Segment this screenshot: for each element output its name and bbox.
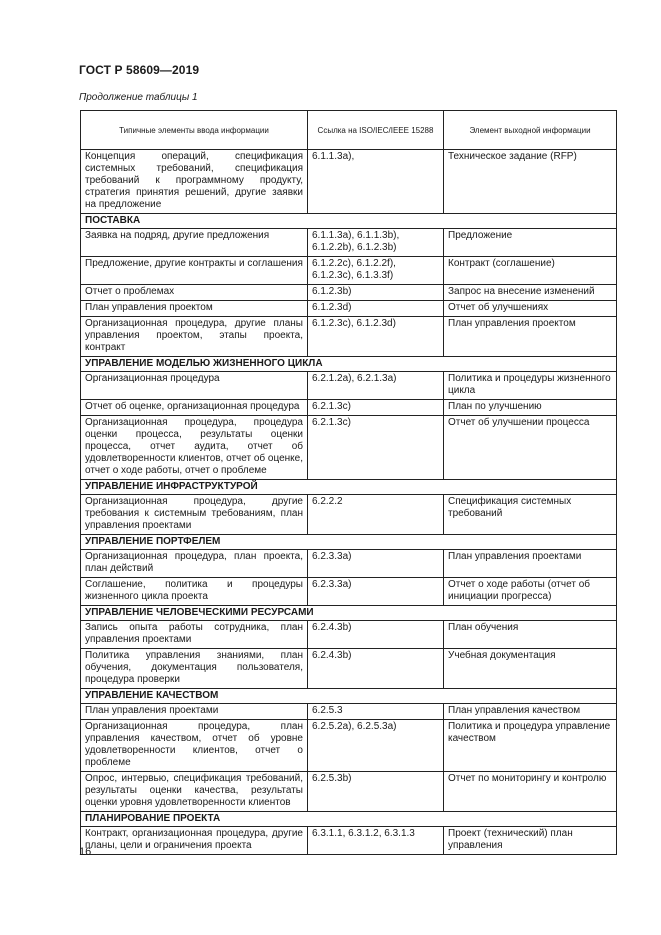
output-cell: Отчет о ходе работы (отчет об инициации прогресса): [444, 578, 617, 606]
table-row: [81, 229, 617, 257]
section-row: [81, 535, 617, 550]
table-row: [81, 827, 617, 855]
output-cell: План по улучшению: [444, 400, 617, 416]
reference-cell: 6.2.3.3a): [308, 578, 444, 606]
section-title: УПРАВЛЕНИЕ КАЧЕСТВОМ: [81, 689, 617, 704]
input-cell: План управления проектами: [81, 704, 308, 720]
output-cell: Политика и процедура управление качеством: [444, 720, 617, 772]
output-cell: План обучения: [444, 621, 617, 649]
page-number: 16: [79, 846, 92, 858]
output-cell: Техническое задание (RFP): [444, 150, 617, 214]
output-cell: Спецификация системных требований: [444, 495, 617, 535]
table-row: [81, 649, 617, 689]
table-row: [81, 285, 617, 301]
output-cell: Запрос на внесение изменений: [444, 285, 617, 301]
input-cell: Организационная процедура, план проекта, план действий: [81, 550, 308, 578]
table-row: [81, 495, 617, 535]
reference-cell: 6.2.4.3b): [308, 621, 444, 649]
reference-cell: 6.3.1.1, 6.3.1.2, 6.3.1.3: [308, 827, 444, 855]
section-row: [81, 214, 617, 229]
section-row: [81, 812, 617, 827]
input-cell: Организационная процедура, процедура оценки процесса, результаты оценки процесса, отчет аудита, отчет об удовлетворенности клиентов, отчет об оценке, отчет о ходе работы, отчет о проблеме: [81, 416, 308, 480]
table-body: [81, 150, 617, 855]
reference-cell: 6.2.5.3: [308, 704, 444, 720]
input-cell: Организационная процедура: [81, 372, 308, 400]
reference-cell: 6.2.1.3c): [308, 416, 444, 480]
output-cell: Отчет об улучшении процесса: [444, 416, 617, 480]
output-cell: Контракт (соглашение): [444, 257, 617, 285]
output-cell: Учебная документация: [444, 649, 617, 689]
reference-cell: 6.2.2.2: [308, 495, 444, 535]
table-row: [81, 621, 617, 649]
reference-cell: 6.1.2.3d): [308, 301, 444, 317]
table-row: [81, 257, 617, 285]
input-cell: Опрос, интервью, спецификация требований, результаты оценки качества, результаты оценки уровня удовлетворенности клиентов: [81, 772, 308, 812]
table-row: [81, 150, 617, 214]
section-title: УПРАВЛЕНИЕ ПОРТФЕЛЕМ: [81, 535, 617, 550]
table-row: [81, 578, 617, 606]
input-cell: Организационная процедура, другие планы управления проектом, этапы проекта, контракт: [81, 317, 308, 357]
input-cell: Заявка на подряд, другие предложения: [81, 229, 308, 257]
output-cell: Отчет об улучшениях: [444, 301, 617, 317]
input-cell: План управления проектом: [81, 301, 308, 317]
column-header-reference: Ссылка на ISO/IEC/IEEE 15288: [308, 111, 444, 150]
reference-cell: 6.1.2.2c), 6.1.2.2f), 6.1.2.3c), 6.1.3.3f): [308, 257, 444, 285]
reference-cell: 6.2.5.2a), 6.2.5.3a): [308, 720, 444, 772]
table-caption: Продолжение таблицы 1: [79, 92, 198, 103]
output-cell: План управления проектами: [444, 550, 617, 578]
reference-cell: 6.1.1.3a), 6.1.1.3b), 6.1.2.2b), 6.1.2.3b): [308, 229, 444, 257]
section-row: [81, 606, 617, 621]
input-cell: Контракт, организационная процедура, другие планы, цели и ограничения проекта: [81, 827, 308, 855]
input-cell: Организационная процедура, другие требования к системным требованиям, план управления проектами: [81, 495, 308, 535]
section-row: [81, 689, 617, 704]
input-cell: Отчет об оценке, организационная процедура: [81, 400, 308, 416]
table-row: [81, 317, 617, 357]
input-cell: Концепция операций, спецификация системных требований, спецификация требований к программному продукту, стратегия принятия решений, другие заявки на предложение: [81, 150, 308, 214]
reference-cell: 6.2.1.3c): [308, 400, 444, 416]
input-cell: Отчет о проблемах: [81, 285, 308, 301]
reference-cell: 6.1.2.3b): [308, 285, 444, 301]
input-cell: Запись опыта работы сотрудника, план управления проектами: [81, 621, 308, 649]
table-row: [81, 301, 617, 317]
section-row: [81, 357, 617, 372]
output-cell: Политика и процедуры жизненного цикла: [444, 372, 617, 400]
section-title: ПОСТАВКА: [81, 214, 617, 229]
output-cell: План управления качеством: [444, 704, 617, 720]
column-header-input: Типичные элементы ввода информации: [81, 111, 308, 150]
input-cell: Организационная процедура, план управления качеством, отчет об уровне удовлетворенности клиентов, отчет о проблеме: [81, 720, 308, 772]
reference-cell: 6.2.3.3a): [308, 550, 444, 578]
input-cell: Соглашение, политика и процедуры жизненного цикла проекта: [81, 578, 308, 606]
section-title: УПРАВЛЕНИЕ ЧЕЛОВЕЧЕСКИМИ РЕСУРСАМИ: [81, 606, 617, 621]
table-row: [81, 416, 617, 480]
reference-cell: 6.1.1.3a),: [308, 150, 444, 214]
output-cell: Проект (технический) план управления: [444, 827, 617, 855]
reference-cell: 6.2.4.3b): [308, 649, 444, 689]
section-title: УПРАВЛЕНИЕ ИНФРАСТРУКТУРОЙ: [81, 480, 617, 495]
reference-cell: 6.2.5.3b): [308, 772, 444, 812]
table-row: [81, 720, 617, 772]
output-cell: Предложение: [444, 229, 617, 257]
section-row: [81, 480, 617, 495]
requirements-table: [80, 110, 617, 855]
table-row: [81, 400, 617, 416]
table-row: [81, 372, 617, 400]
section-title: ПЛАНИРОВАНИЕ ПРОЕКТА: [81, 812, 617, 827]
output-cell: Отчет по мониторингу и контролю: [444, 772, 617, 812]
input-cell: Предложение, другие контракты и соглашения: [81, 257, 308, 285]
document-title: ГОСТ Р 58609—2019: [79, 63, 200, 77]
reference-cell: 6.2.1.2a), 6.2.1.3a): [308, 372, 444, 400]
reference-cell: 6.1.2.3c), 6.1.2.3d): [308, 317, 444, 357]
output-cell: План управления проектом: [444, 317, 617, 357]
column-header-output: Элемент выходной информации: [444, 111, 617, 150]
table-row: [81, 704, 617, 720]
table-row: [81, 550, 617, 578]
table-header-row: [81, 111, 617, 150]
section-title: УПРАВЛЕНИЕ МОДЕЛЬЮ ЖИЗНЕННОГО ЦИКЛА: [81, 357, 617, 372]
table-row: [81, 772, 617, 812]
input-cell: Политика управления знаниями, план обучения, документация пользователя, процедура проверки: [81, 649, 308, 689]
